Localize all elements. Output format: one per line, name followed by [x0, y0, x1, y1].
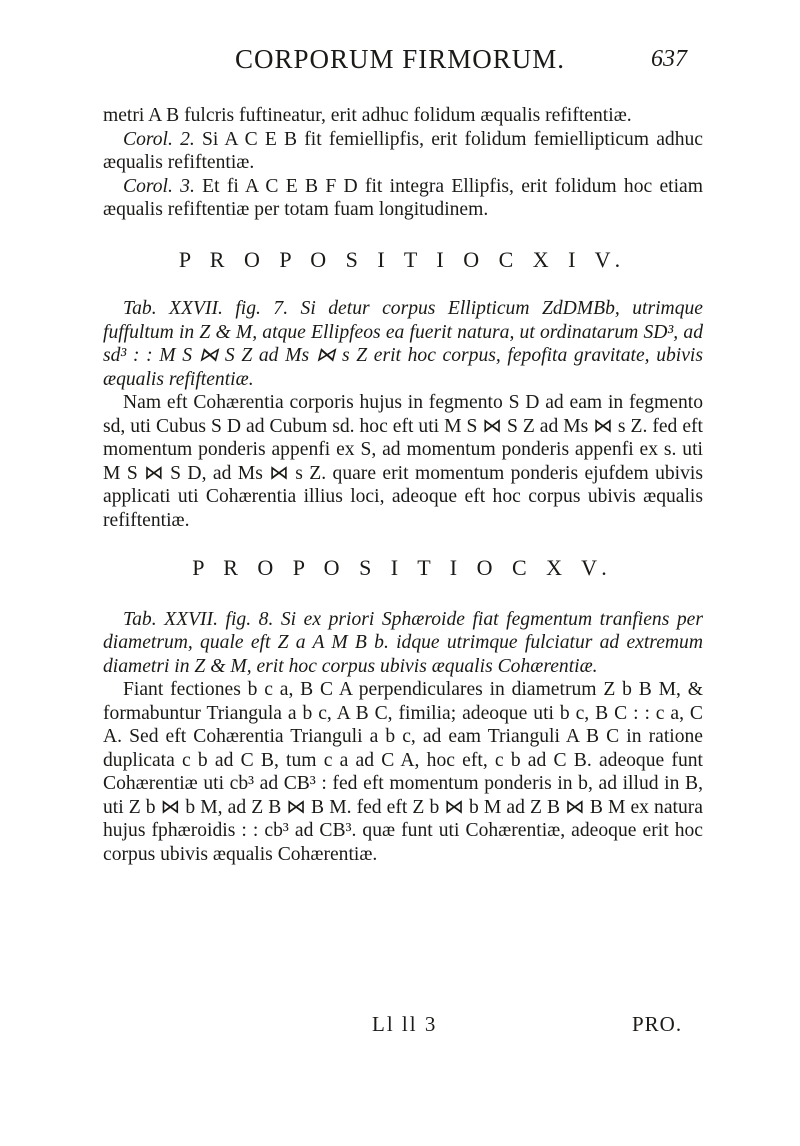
- page-body: [103, 104, 703, 866]
- running-header: [0, 44, 800, 84]
- corollary-2-text: Si A C E B fit femiellipfis, erit folidum femiellipticum adhuc æqualis refiftentiæ.: [103, 128, 704, 173]
- proposition-114-enunciation: Tab. XXVII. fig. 7. Si detur corpus Ellipticum ZdDMBb, utrimque fuffultum in Z & M, atque Ellipfeos ea fuerit natura, ut ordinatarum SD³, ad sd³ : : M S ⋈ S Z ad Ms ⋈ s Z erit hoc corpus, fepofita gravitate, ubivis æqualis refiftentiæ.: [103, 298, 703, 390]
- page-number: 637: [651, 46, 687, 72]
- proposition-114-demonstration: Nam eft Cohærentia corporis hujus in fegmento S D ad eam in fegmento sd, uti Cubus S D ad Cubum sd. hoc eft uti M S ⋈ S Z ad Ms ⋈ s Z. fed eft momentum ponderis appenfi ex S, ad momentum ponderis appenfi ex s. uti M S ⋈ S D, ad Ms ⋈ s Z. quare erit momentum ponderis ejufdem ubivis applicati uti Cohærentia illius loci, adeoque eft hoc corpus ubivis æqualis refiftentiæ.: [103, 392, 703, 531]
- corollary-2: [103, 128, 703, 175]
- proposition-115-demonstration: Fiant fectiones b c a, B C A perpendiculares in diametrum Z b B M, & formabuntur Triangula a b c, A B C, fimilia; adeoque uti b c, B C : : c a, C A. Sed eft Cohærentia Trianguli a b c, ad eam Trianguli A B C in ratione duplicata c b ad C B, tum c a ad C A, hoc eft, c b ad C B. adeoque funt Cohærentiæ uti cb³ ad CB³ : fed eft momentum ponderis in b, ad illud in B, uti Z b ⋈ b M, ad Z B ⋈ B M. fed eft Z b ⋈ b M ad Z B ⋈ B M ex natura hujus fphæroidis : : cb³ ad CB³. quæ funt uti Cohærentiæ, adeoque erit hoc corpus ubivis æqualis Cohærentiæ.: [103, 679, 703, 865]
- proposition-115-heading: P R O P O S I T I O C X V.: [192, 555, 614, 580]
- corollary-3-label: Corol. 3.: [123, 175, 195, 197]
- corollary-3: [103, 175, 703, 222]
- corollary-3-text: Et fi A C E B F D fit integra Ellipfis, erit folidum hoc etiam æqualis refiftentiæ per totam fuam longitudinem.: [103, 175, 703, 220]
- signature-mark: Ll ll 3: [372, 1012, 438, 1036]
- corollary-2-label: Corol. 2.: [123, 128, 195, 150]
- running-title: CORPORUM FIRMORUM.: [234, 44, 566, 74]
- page-footer: [0, 1012, 800, 1042]
- proposition-115-enunciation: Tab. XXVII. fig. 8. Si ex priori Sphæroide fiat fegmentum tranfiens per diametrum, quale eft Z a A M B b. idque utrimque fulciatur ad extremum diametri in Z & M, erit hoc corpus ubivis æqualis Cohærentiæ.: [103, 608, 703, 677]
- proposition-114-heading: P R O P O S I T I O C X I V.: [178, 246, 628, 272]
- paragraph-continuation: metri A B fulcris fuftineatur, erit adhuc folidum æqualis refiftentiæ.: [103, 105, 632, 126]
- catchword: PRO.: [632, 1012, 683, 1036]
